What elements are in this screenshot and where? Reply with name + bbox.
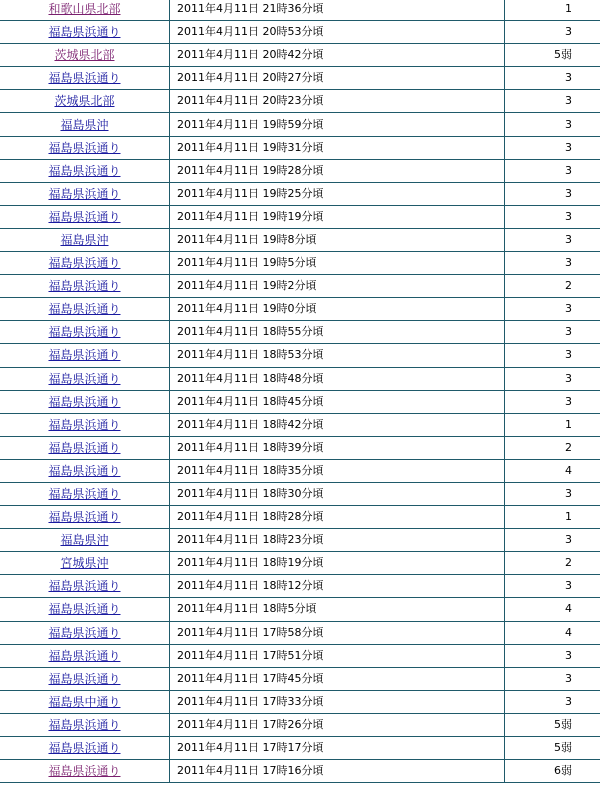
max-intensity: 5弱 xyxy=(505,713,600,736)
max-intensity: 2 xyxy=(505,552,600,575)
region-link[interactable]: 福島県浜通り xyxy=(48,25,121,40)
table-row xyxy=(0,344,600,367)
region-cell xyxy=(0,136,170,159)
region-link[interactable]: 和歌山県北部 xyxy=(48,2,121,17)
table-row xyxy=(0,228,600,251)
occurrence-time: 2011年4月11日 18時19分頃 xyxy=(170,552,505,575)
occurrence-time: 2011年4月11日 20時23分頃 xyxy=(170,90,505,113)
table-row xyxy=(0,598,600,621)
max-intensity: 3 xyxy=(505,575,600,598)
region-link[interactable]: 福島県浜通り xyxy=(48,325,121,340)
region-cell xyxy=(0,760,170,783)
region-cell xyxy=(0,737,170,760)
max-intensity: 3 xyxy=(505,252,600,275)
max-intensity: 3 xyxy=(505,644,600,667)
region-cell xyxy=(0,252,170,275)
max-intensity: 2 xyxy=(505,436,600,459)
region-link[interactable]: 福島県浜通り xyxy=(48,764,121,779)
region-cell xyxy=(0,205,170,228)
max-intensity: 3 xyxy=(505,482,600,505)
max-intensity: 5弱 xyxy=(505,44,600,67)
region-link[interactable]: 福島県浜通り xyxy=(48,394,121,409)
region-link[interactable]: 福島県浜通り xyxy=(48,256,121,271)
region-cell xyxy=(0,44,170,67)
region-link[interactable]: 福島県浜通り xyxy=(48,510,121,525)
occurrence-time: 2011年4月11日 18時48分頃 xyxy=(170,367,505,390)
region-cell xyxy=(0,228,170,251)
region-cell xyxy=(0,598,170,621)
region-cell xyxy=(0,367,170,390)
region-link[interactable]: 福島県中通り xyxy=(48,694,121,709)
max-intensity: 3 xyxy=(505,367,600,390)
max-intensity: 3 xyxy=(505,182,600,205)
region-link[interactable]: 福島県浜通り xyxy=(48,717,121,732)
table-row xyxy=(0,667,600,690)
region-link[interactable]: 福島県浜通り xyxy=(48,671,121,686)
occurrence-time: 2011年4月11日 18時45分頃 xyxy=(170,390,505,413)
region-link[interactable]: 福島県沖 xyxy=(60,232,109,247)
region-link[interactable]: 福島県浜通り xyxy=(48,579,121,594)
table-row xyxy=(0,90,600,113)
region-link[interactable]: 福島県浜通り xyxy=(48,348,121,363)
occurrence-time: 2011年4月11日 17時58分頃 xyxy=(170,621,505,644)
occurrence-time: 2011年4月11日 18時35分頃 xyxy=(170,459,505,482)
table-row xyxy=(0,321,600,344)
occurrence-time: 2011年4月11日 17時17分頃 xyxy=(170,737,505,760)
table-row xyxy=(0,413,600,436)
region-cell xyxy=(0,690,170,713)
region-cell xyxy=(0,667,170,690)
occurrence-time: 2011年4月11日 18時23分頃 xyxy=(170,529,505,552)
table-row xyxy=(0,298,600,321)
region-cell xyxy=(0,67,170,90)
region-cell xyxy=(0,159,170,182)
region-link[interactable]: 宮城県沖 xyxy=(60,556,109,571)
region-cell xyxy=(0,644,170,667)
table-row xyxy=(0,159,600,182)
region-cell xyxy=(0,90,170,113)
occurrence-time: 2011年4月11日 19時2分頃 xyxy=(170,275,505,298)
table-row xyxy=(0,390,600,413)
table-row xyxy=(0,621,600,644)
region-cell xyxy=(0,0,170,21)
max-intensity: 1 xyxy=(505,506,600,529)
max-intensity: 3 xyxy=(505,690,600,713)
table-row xyxy=(0,575,600,598)
occurrence-time: 2011年4月11日 18時30分頃 xyxy=(170,482,505,505)
max-intensity: 3 xyxy=(505,298,600,321)
max-intensity: 4 xyxy=(505,459,600,482)
occurrence-time: 2011年4月11日 17時16分頃 xyxy=(170,760,505,783)
occurrence-time: 2011年4月11日 18時42分頃 xyxy=(170,413,505,436)
table-row xyxy=(0,367,600,390)
region-link[interactable]: 福島県浜通り xyxy=(48,140,121,155)
max-intensity: 2 xyxy=(505,275,600,298)
max-intensity: 6弱 xyxy=(505,760,600,783)
region-link[interactable]: 茨城県北部 xyxy=(54,94,115,109)
region-cell xyxy=(0,713,170,736)
table-row xyxy=(0,506,600,529)
table-row xyxy=(0,44,600,67)
table-row xyxy=(0,737,600,760)
max-intensity: 3 xyxy=(505,667,600,690)
table-row xyxy=(0,529,600,552)
occurrence-time: 2011年4月11日 20時27分頃 xyxy=(170,67,505,90)
max-intensity: 3 xyxy=(505,113,600,136)
region-cell xyxy=(0,413,170,436)
occurrence-time: 2011年4月11日 19時59分頃 xyxy=(170,113,505,136)
region-cell xyxy=(0,321,170,344)
table-row xyxy=(0,459,600,482)
max-intensity: 3 xyxy=(505,344,600,367)
max-intensity: 3 xyxy=(505,205,600,228)
region-cell xyxy=(0,459,170,482)
table-row xyxy=(0,644,600,667)
region-cell xyxy=(0,529,170,552)
region-cell xyxy=(0,552,170,575)
max-intensity: 3 xyxy=(505,321,600,344)
table-row xyxy=(0,67,600,90)
region-cell xyxy=(0,275,170,298)
occurrence-time: 2011年4月11日 18時5分頃 xyxy=(170,598,505,621)
region-link[interactable]: 福島県浜通り xyxy=(48,279,121,294)
max-intensity: 3 xyxy=(505,159,600,182)
max-intensity: 3 xyxy=(505,90,600,113)
region-link[interactable]: 福島県浜通り xyxy=(48,302,121,317)
max-intensity: 3 xyxy=(505,228,600,251)
region-link[interactable]: 福島県浜通り xyxy=(48,602,121,617)
max-intensity: 5弱 xyxy=(505,737,600,760)
table-row xyxy=(0,275,600,298)
max-intensity: 1 xyxy=(505,413,600,436)
region-link[interactable]: 福島県浜通り xyxy=(48,463,121,478)
occurrence-time: 2011年4月11日 18時39分頃 xyxy=(170,436,505,459)
region-cell xyxy=(0,21,170,44)
table-row xyxy=(0,182,600,205)
occurrence-time: 2011年4月11日 18時28分頃 xyxy=(170,506,505,529)
region-cell xyxy=(0,298,170,321)
occurrence-time: 2011年4月11日 17時26分頃 xyxy=(170,713,505,736)
table-row xyxy=(0,136,600,159)
table-row xyxy=(0,482,600,505)
region-link[interactable]: 福島県浜通り xyxy=(48,71,121,86)
table-row xyxy=(0,690,600,713)
region-link[interactable]: 福島県浜通り xyxy=(48,440,121,455)
occurrence-time: 2011年4月11日 18時12分頃 xyxy=(170,575,505,598)
region-link[interactable]: 福島県浜通り xyxy=(48,741,121,756)
occurrence-time: 2011年4月11日 19時8分頃 xyxy=(170,228,505,251)
occurrence-time: 2011年4月11日 21時36分頃 xyxy=(170,0,505,21)
occurrence-time: 2011年4月11日 19時19分頃 xyxy=(170,205,505,228)
occurrence-time: 2011年4月11日 18時53分頃 xyxy=(170,344,505,367)
region-link[interactable]: 福島県浜通り xyxy=(48,209,121,224)
max-intensity: 4 xyxy=(505,598,600,621)
region-cell xyxy=(0,506,170,529)
occurrence-time: 2011年4月11日 18時55分頃 xyxy=(170,321,505,344)
occurrence-time: 2011年4月11日 19時25分頃 xyxy=(170,182,505,205)
table-row xyxy=(0,552,600,575)
region-cell xyxy=(0,182,170,205)
max-intensity: 3 xyxy=(505,390,600,413)
region-link[interactable]: 福島県浜通り xyxy=(48,186,121,201)
region-cell xyxy=(0,344,170,367)
occurrence-time: 2011年4月11日 17時33分頃 xyxy=(170,690,505,713)
region-link[interactable]: 福島県沖 xyxy=(60,117,109,132)
occurrence-time: 2011年4月11日 20時53分頃 xyxy=(170,21,505,44)
region-link[interactable]: 茨城県北部 xyxy=(54,48,115,63)
table-row xyxy=(0,760,600,783)
region-cell xyxy=(0,113,170,136)
table-row xyxy=(0,113,600,136)
region-cell xyxy=(0,482,170,505)
region-cell xyxy=(0,621,170,644)
table-row xyxy=(0,205,600,228)
max-intensity: 4 xyxy=(505,621,600,644)
max-intensity: 1 xyxy=(505,0,600,21)
region-link[interactable]: 福島県浜通り xyxy=(48,417,121,432)
occurrence-time: 2011年4月11日 19時0分頃 xyxy=(170,298,505,321)
max-intensity: 3 xyxy=(505,136,600,159)
occurrence-time: 2011年4月11日 17時45分頃 xyxy=(170,667,505,690)
max-intensity: 3 xyxy=(505,67,600,90)
region-cell xyxy=(0,436,170,459)
table-row xyxy=(0,252,600,275)
region-link[interactable]: 福島県沖 xyxy=(60,533,109,548)
occurrence-time: 2011年4月11日 19時28分頃 xyxy=(170,159,505,182)
table-row xyxy=(0,0,600,21)
region-link[interactable]: 福島県浜通り xyxy=(48,487,121,502)
table-row xyxy=(0,21,600,44)
region-cell xyxy=(0,390,170,413)
table-row xyxy=(0,436,600,459)
table-row xyxy=(0,713,600,736)
region-link[interactable]: 福島県浜通り xyxy=(48,625,121,640)
region-cell xyxy=(0,575,170,598)
region-link[interactable]: 福島県浜通り xyxy=(48,163,121,178)
occurrence-time: 2011年4月11日 19時5分頃 xyxy=(170,252,505,275)
occurrence-time: 2011年4月11日 20時42分頃 xyxy=(170,44,505,67)
occurrence-time: 2011年4月11日 19時31分頃 xyxy=(170,136,505,159)
occurrence-time: 2011年4月11日 17時51分頃 xyxy=(170,644,505,667)
region-link[interactable]: 福島県浜通り xyxy=(48,371,121,386)
max-intensity: 3 xyxy=(505,21,600,44)
max-intensity: 3 xyxy=(505,529,600,552)
region-link[interactable]: 福島県浜通り xyxy=(48,648,121,663)
